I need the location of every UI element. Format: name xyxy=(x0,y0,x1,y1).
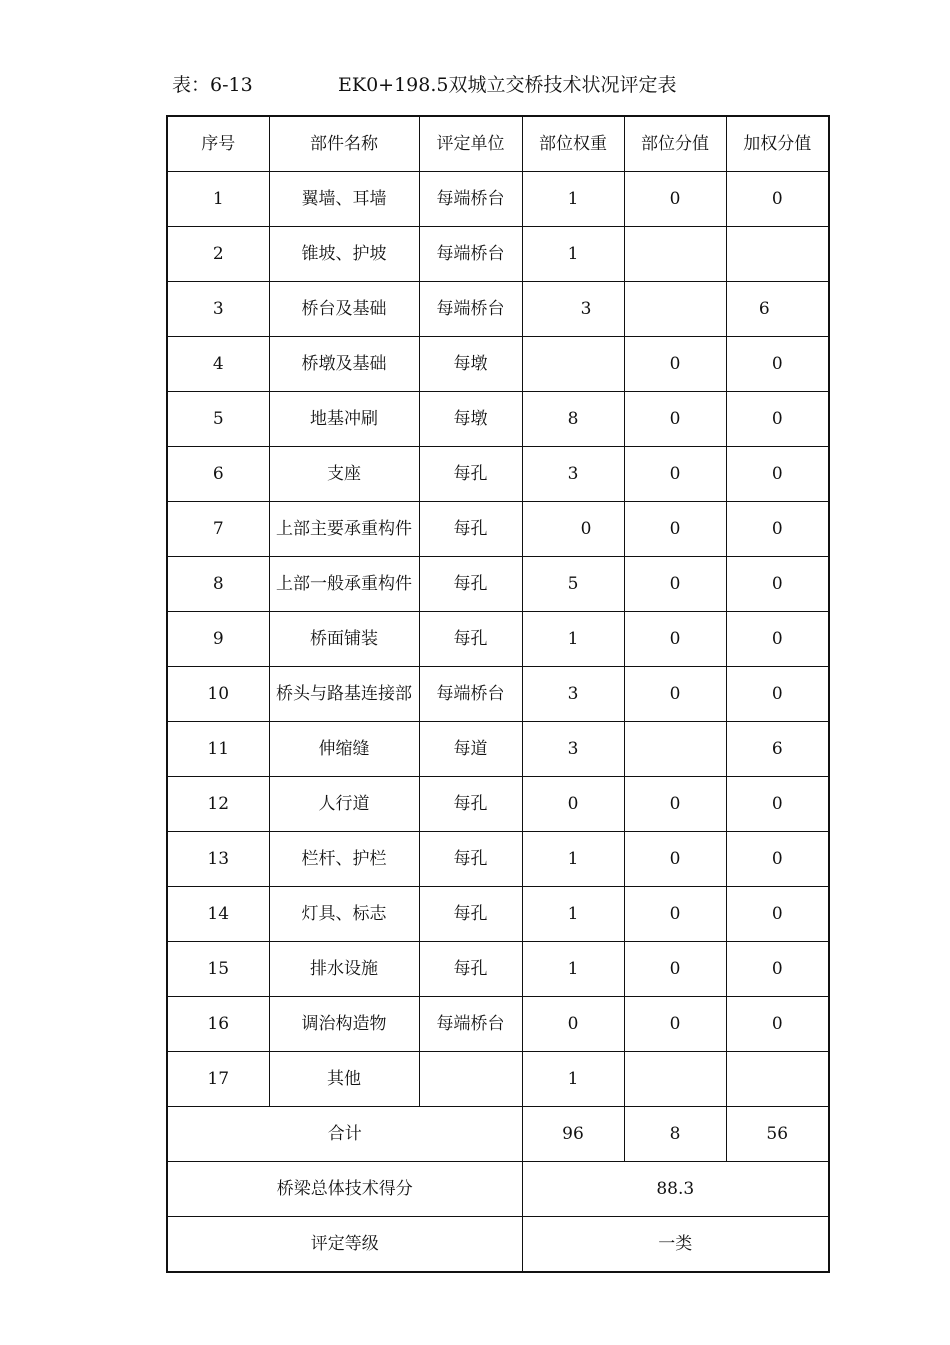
cell-weight: 1 xyxy=(522,887,624,942)
cell-unit: 每孔 xyxy=(419,612,522,667)
table-row xyxy=(167,227,829,282)
total-weight: 96 xyxy=(522,1107,624,1162)
cell-score: 0 xyxy=(624,612,726,667)
cell-name: 调治构造物 xyxy=(269,997,419,1052)
cell-unit: 每端桥台 xyxy=(419,667,522,722)
table-row xyxy=(167,777,829,832)
cell-no: 12 xyxy=(167,777,269,832)
cell-weight: 8 xyxy=(522,392,624,447)
cell-name: 桥墩及基础 xyxy=(269,337,419,392)
table-row xyxy=(167,612,829,667)
cell-name: 栏杆、护栏 xyxy=(269,832,419,887)
cell-weighted: 0 xyxy=(726,777,829,832)
cell-name: 上部一般承重构件 xyxy=(269,557,419,612)
table-row xyxy=(167,997,829,1052)
cell-no: 17 xyxy=(167,1052,269,1107)
header-weighted: 加权分值 xyxy=(726,116,829,172)
cell-weight: 5 xyxy=(522,557,624,612)
table-row xyxy=(167,942,829,997)
cell-score: 0 xyxy=(624,557,726,612)
cell-name: 翼墙、耳墙 xyxy=(269,172,419,227)
cell-weight: 3 xyxy=(522,282,624,337)
table-title: EK0+198.5双城立交桥技术状况评定表 xyxy=(338,74,677,96)
cell-name: 桥台及基础 xyxy=(269,282,419,337)
cell-weighted: 0 xyxy=(726,172,829,227)
cell-no: 16 xyxy=(167,997,269,1052)
cell-weight: 1 xyxy=(522,1052,624,1107)
table-row xyxy=(167,557,829,612)
overall-score-value: 88.3 xyxy=(522,1162,829,1217)
cell-score: 0 xyxy=(624,502,726,557)
grade-row xyxy=(167,1217,829,1273)
cell-score xyxy=(624,1052,726,1107)
cell-unit: 每孔 xyxy=(419,447,522,502)
cell-weighted: 0 xyxy=(726,557,829,612)
cell-unit: 每端桥台 xyxy=(419,172,522,227)
cell-name: 排水设施 xyxy=(269,942,419,997)
cell-name: 桥头与路基连接部 xyxy=(269,667,419,722)
cell-weighted: 0 xyxy=(726,667,829,722)
cell-weight: 1 xyxy=(522,172,624,227)
cell-weighted: 0 xyxy=(726,942,829,997)
cell-no: 14 xyxy=(167,887,269,942)
cell-unit: 每端桥台 xyxy=(419,282,522,337)
total-label: 合计 xyxy=(167,1107,522,1162)
cell-no: 13 xyxy=(167,832,269,887)
cell-weighted: 6 xyxy=(726,722,829,777)
cell-weight: 0 xyxy=(522,997,624,1052)
cell-unit: 每道 xyxy=(419,722,522,777)
header-score: 部位分值 xyxy=(624,116,726,172)
cell-name: 上部主要承重构件 xyxy=(269,502,419,557)
cell-unit: 每端桥台 xyxy=(419,227,522,282)
cell-name: 人行道 xyxy=(269,777,419,832)
cell-weight: 1 xyxy=(522,612,624,667)
cell-weighted: 0 xyxy=(726,887,829,942)
cell-weighted: 0 xyxy=(726,337,829,392)
cell-unit xyxy=(419,1052,522,1107)
cell-weighted: 0 xyxy=(726,612,829,667)
cell-weight: 1 xyxy=(522,942,624,997)
cell-score: 0 xyxy=(624,832,726,887)
overall-score-row xyxy=(167,1162,829,1217)
table-row xyxy=(167,172,829,227)
table-row xyxy=(167,502,829,557)
cell-no: 15 xyxy=(167,942,269,997)
cell-weighted: 0 xyxy=(726,447,829,502)
cell-score: 0 xyxy=(624,887,726,942)
cell-name: 支座 xyxy=(269,447,419,502)
header-unit: 评定单位 xyxy=(419,116,522,172)
header-name: 部件名称 xyxy=(269,116,419,172)
table-row xyxy=(167,1052,829,1107)
cell-score: 0 xyxy=(624,337,726,392)
cell-score xyxy=(624,227,726,282)
cell-score xyxy=(624,722,726,777)
cell-no: 5 xyxy=(167,392,269,447)
cell-weighted: 0 xyxy=(726,997,829,1052)
cell-no: 8 xyxy=(167,557,269,612)
cell-unit: 每孔 xyxy=(419,502,522,557)
table-row xyxy=(167,887,829,942)
cell-no: 11 xyxy=(167,722,269,777)
cell-unit: 每孔 xyxy=(419,777,522,832)
cell-score: 0 xyxy=(624,392,726,447)
cell-no: 10 xyxy=(167,667,269,722)
cell-no: 7 xyxy=(167,502,269,557)
cell-no: 9 xyxy=(167,612,269,667)
overall-score-label: 桥梁总体技术得分 xyxy=(167,1162,522,1217)
cell-no: 2 xyxy=(167,227,269,282)
total-score: 8 xyxy=(624,1107,726,1162)
cell-no: 3 xyxy=(167,282,269,337)
grade-value: 一类 xyxy=(522,1217,829,1273)
cell-weight: 0 xyxy=(522,502,624,557)
table-row xyxy=(167,392,829,447)
cell-weighted: 6 xyxy=(726,282,829,337)
cell-weighted: 0 xyxy=(726,832,829,887)
cell-weight: 1 xyxy=(522,832,624,887)
cell-name: 桥面铺装 xyxy=(269,612,419,667)
cell-score: 0 xyxy=(624,997,726,1052)
total-row xyxy=(167,1107,829,1162)
cell-unit: 每墩 xyxy=(419,392,522,447)
cell-weighted xyxy=(726,227,829,282)
table-row xyxy=(167,282,829,337)
cell-unit: 每孔 xyxy=(419,942,522,997)
table-row xyxy=(167,667,829,722)
header-no: 序号 xyxy=(167,116,269,172)
cell-score: 0 xyxy=(624,447,726,502)
header-row xyxy=(167,116,829,172)
cell-unit: 每孔 xyxy=(419,832,522,887)
cell-name: 灯具、标志 xyxy=(269,887,419,942)
table-caption xyxy=(0,70,950,100)
cell-weighted: 0 xyxy=(726,392,829,447)
cell-weight: 0 xyxy=(522,777,624,832)
cell-weighted xyxy=(726,1052,829,1107)
cell-name: 其他 xyxy=(269,1052,419,1107)
cell-unit: 每孔 xyxy=(419,557,522,612)
cell-name: 伸缩缝 xyxy=(269,722,419,777)
table-row xyxy=(167,722,829,777)
cell-unit: 每孔 xyxy=(419,887,522,942)
cell-name: 锥坡、护坡 xyxy=(269,227,419,282)
cell-weighted: 0 xyxy=(726,502,829,557)
cell-score: 0 xyxy=(624,942,726,997)
header-weight: 部位权重 xyxy=(522,116,624,172)
evaluation-table xyxy=(166,115,830,1273)
cell-score xyxy=(624,282,726,337)
cell-weight: 1 xyxy=(522,227,624,282)
cell-unit: 每墩 xyxy=(419,337,522,392)
table-row xyxy=(167,447,829,502)
table-body xyxy=(167,116,829,1272)
cell-weight: 3 xyxy=(522,447,624,502)
total-weighted: 56 xyxy=(726,1107,829,1162)
cell-no: 4 xyxy=(167,337,269,392)
cell-weight xyxy=(522,337,624,392)
cell-score: 0 xyxy=(624,667,726,722)
cell-name: 地基冲刷 xyxy=(269,392,419,447)
cell-no: 1 xyxy=(167,172,269,227)
cell-weight: 3 xyxy=(522,667,624,722)
cell-score: 0 xyxy=(624,172,726,227)
table-row xyxy=(167,832,829,887)
table-row xyxy=(167,337,829,392)
cell-no: 6 xyxy=(167,447,269,502)
table-number: 表：6-13 xyxy=(172,74,253,96)
cell-weight: 3 xyxy=(522,722,624,777)
cell-score: 0 xyxy=(624,777,726,832)
cell-unit: 每端桥台 xyxy=(419,997,522,1052)
grade-label: 评定等级 xyxy=(167,1217,522,1273)
